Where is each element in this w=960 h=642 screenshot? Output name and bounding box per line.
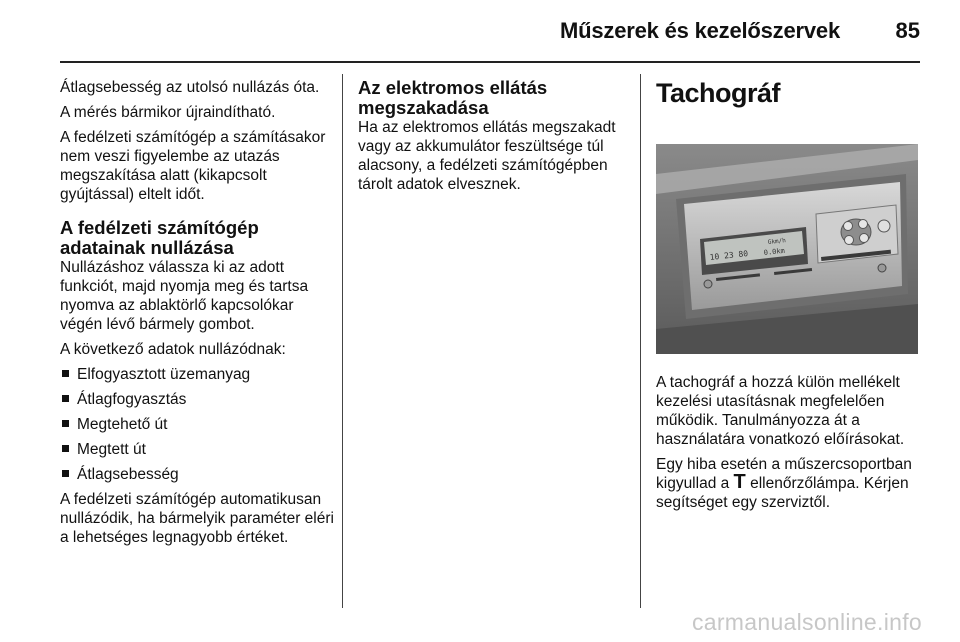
reset-items-list (60, 365, 335, 484)
bullet-icon (62, 370, 69, 377)
paragraph: A fedélzeti számítógép automatikusan nullázódik, ha bármelyik paraméter eléri a lehetséges legnagyobb értéket. (60, 491, 334, 546)
column-separator (640, 74, 641, 608)
list-item: Megtehető út (60, 415, 335, 434)
page-number: 85 (895, 18, 920, 43)
svg-text:10 23 80: 10 23 80 (709, 249, 749, 262)
paragraph: A következő adatok nullázódnak: (60, 341, 286, 358)
paragraph: Ha az elektromos ellátás megszakadt vagy az akkumulátor feszültsége túl alacsony, a fedélzeti számítógépben tárolt adatok elvesznek. (358, 119, 616, 193)
column-middle (358, 78, 628, 200)
list-item: Átlagfogyasztás (60, 390, 335, 409)
list-item: Megtett út (60, 440, 335, 459)
svg-text:Gkm/h: Gkm/h (767, 237, 787, 246)
paragraph: Átlagsebesség az utolsó nullázás óta. (60, 79, 320, 96)
section-title: Tachográf (656, 78, 781, 108)
paragraph: A tachográf a hozzá külön mellékelt kezelési utasításnak megfelelően működik. Tanulmányozza át a használatára vonatkozó előírásokat. (656, 374, 905, 448)
page-header-title: Műszerek és kezelőszervek (560, 18, 840, 43)
bullet-icon (62, 420, 69, 427)
bullet-icon (62, 470, 69, 477)
list-item: Elfogyasztott üzemanyag (60, 365, 335, 384)
header-rule (60, 61, 920, 63)
paragraph: Nullázáshoz válassza ki az adott funkciót, majd nyomja meg és tartsa nyomva az ablaktörlő kapcsolókar végén lévő bármely gombot. (60, 259, 309, 333)
bullet-icon (62, 395, 69, 402)
paragraph: A mérés bármikor újraindítható. (60, 104, 276, 121)
paragraph: A fedélzeti számítógép a számításakor nem veszi figyelembe az utazás megszakítása alatt (kikapcsolt gyújtással) eltelt időt. (60, 129, 326, 203)
column-separator (342, 74, 343, 608)
list-item: Átlagsebesség (60, 465, 335, 484)
section-heading: Az elektromos ellátás megszakadása (358, 77, 548, 118)
tachograph-illustration (656, 144, 918, 354)
tachograph-warning-lamp-icon: T (733, 471, 746, 493)
column-right (656, 78, 931, 518)
watermark: carmanualsonline.info (691, 609, 922, 635)
column-left (60, 78, 335, 553)
bullet-icon (62, 445, 69, 452)
section-heading: A fedélzeti számítógép adatainak nullázása (60, 217, 259, 258)
svg-text:0.0km: 0.0km (763, 246, 786, 257)
paragraph: Egy hiba esetén a műszercsoportban kigyullad a T ellenőrzőlámpa. Kérjen segítséget egy szerviztől. (656, 456, 912, 511)
